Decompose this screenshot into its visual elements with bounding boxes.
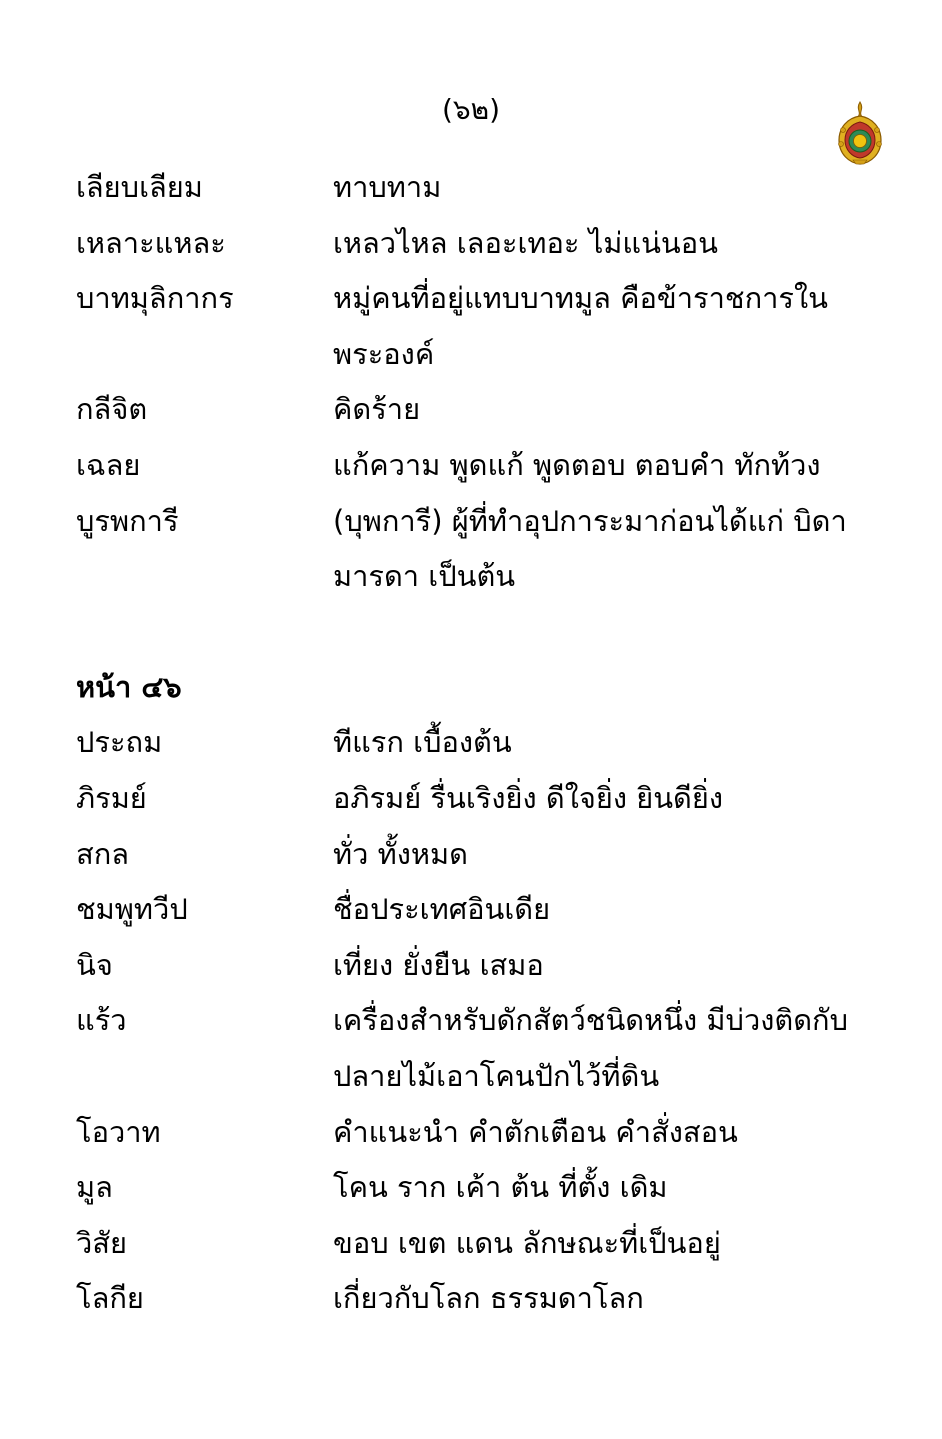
glossary-term: ภิรมย์ [76,780,147,815]
glossary-definition [333,771,876,827]
glossary-definition [333,827,876,883]
glossary-definition [333,438,876,494]
glossary-term: สกล [76,836,130,871]
definition-line: โคน ราก เค้า ต้น ที่ตั้ง เดิม [333,1170,668,1205]
glossary-entry [76,216,876,272]
glossary-definition [333,494,876,605]
definition-line: (บุพการี) ผู้ที่ทำอุปการะมาก่อนได้แก่ บิดา [333,503,847,538]
definition-line: ชื่อประเทศอินเดีย [333,892,551,927]
glossary-definition [333,216,876,272]
glossary-term: บาทมุลิกากร [76,281,234,316]
glossary-definition [333,1271,876,1327]
glossary-entry [76,1216,876,1272]
glossary-term: บูรพการี [76,503,179,538]
definition-line: คิดร้าย [333,392,421,427]
section-spacer [76,605,876,660]
glossary-entry [76,882,876,938]
glossary-term: ชมพูทวีป [76,892,188,927]
glossary-term: กลีจิต [76,392,148,427]
glossary-entry [76,993,876,1104]
glossary-term: มูล [76,1170,113,1205]
glossary-definition [333,1216,876,1272]
glossary-definition [333,882,876,938]
glossary-entry [76,271,876,382]
definition-line: อภิรมย์ รื่นเริงยิ่ง ดีใจยิ่ง ยินดียิ่ง [333,780,724,815]
glossary-term: เหลาะแหละ [76,225,226,260]
glossary-entry [76,382,876,438]
glossary-term: โลกีย [76,1281,144,1316]
glossary-definition [333,382,876,438]
glossary-term: ประถม [76,725,163,760]
definition-line: เครื่องสำหรับดักสัตว์ชนิดหนึ่ง มีบ่วงติดกับ [333,1003,849,1038]
glossary-entry [76,1160,876,1216]
definition-line: เหลวไหล เลอะเทอะ ไม่แน่นอน [333,225,718,260]
glossary-term: เฉลย [76,447,141,482]
definition-line: พระองค์ [333,336,435,371]
definition-line: ทาบทาม [333,170,442,204]
glossary-entry [76,771,876,827]
glossary-definition [333,1105,876,1161]
section-heading: หน้า ๔๖ [76,669,182,704]
glossary-term: โอวาท [76,1114,161,1149]
definition-line: แก้ความ พูดแก้ พูดตอบ ตอบคำ ทักท้วง [333,447,821,482]
definition-line: ขอบ เขต แดน ลักษณะที่เป็นอยู่ [333,1225,721,1260]
glossary-definition [333,1160,876,1216]
definition-line: ทีแรก เบื้องต้น [333,725,512,760]
glossary-definition [333,993,876,1104]
glossary-term: เลียบเลียม [76,170,203,204]
glossary-definition [333,160,876,216]
glossary [76,160,876,1327]
glossary-definition [333,715,876,771]
definition-line: เที่ยง ยั่งยืน เสมอ [333,947,544,982]
definition-line: ทั่ว ทั้งหมด [333,836,468,871]
glossary-definition [333,938,876,994]
glossary-entry [76,827,876,883]
definition-line: ปลายไม้เอาโคนปักไว้ที่ดิน [333,1058,660,1093]
glossary-entry [76,160,876,216]
glossary-entry [76,494,876,605]
definition-line: คำแนะนำ คำตักเตือน คำสั่งสอน [333,1114,738,1149]
glossary-entry [76,715,876,771]
glossary-definition [333,271,876,382]
glossary-entry [76,1271,876,1327]
page-number: (๖๒) [441,93,501,126]
definition-line: เกี่ยวกับโลก ธรรมดาโลก [333,1281,644,1316]
glossary-term: แร้ว [76,1003,127,1038]
definition-line: มารดา เป็นต้น [333,559,516,594]
glossary-entry [76,938,876,994]
ministry-of-education-emblem-icon [833,100,887,166]
glossary-entry [76,1105,876,1161]
glossary-term: วิสัย [76,1225,127,1260]
glossary-term: นิจ [76,947,113,982]
definition-line: หมู่คนที่อยู่แทบบาทมูล คือข้าราชการใน [333,281,828,316]
glossary-entry [76,438,876,494]
